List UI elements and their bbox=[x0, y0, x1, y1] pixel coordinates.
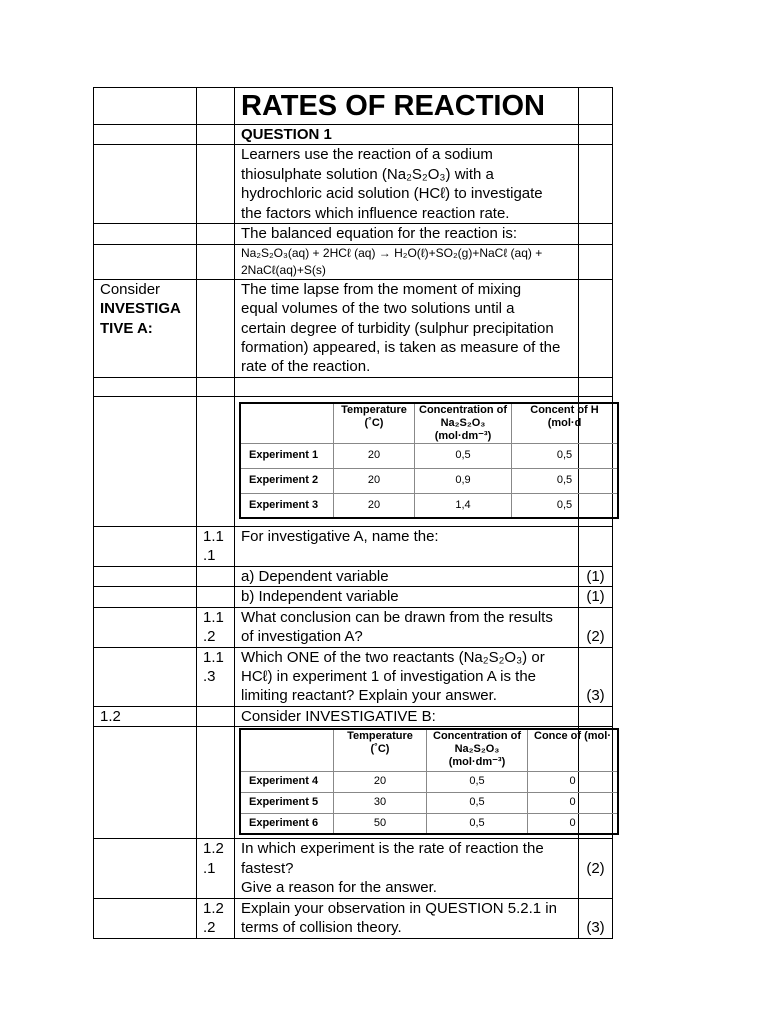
mark: (1) bbox=[579, 587, 613, 607]
question-text: For investigative A, name the: bbox=[235, 526, 579, 566]
table-b-header-concentration: Concentration of Na₂S₂O₃ (mol·dm⁻³) bbox=[427, 729, 528, 771]
worksheet-table bbox=[93, 87, 613, 939]
mark: (2) bbox=[579, 607, 613, 647]
question-number: 1.2 .2 bbox=[197, 898, 235, 938]
question-text: In which experiment is the rate of reaction the fastest? Give a reason for the answer. bbox=[235, 839, 579, 898]
question-number: 1.1 .1 bbox=[197, 526, 235, 566]
mark: (3) bbox=[579, 647, 613, 706]
question-number: 1.1 .3 bbox=[197, 647, 235, 706]
investigation-a-cell bbox=[235, 396, 599, 526]
table-row: Experiment 2 20 0,9 0,5 bbox=[240, 468, 618, 493]
table-b-header-hcl: Conce of (mol· bbox=[528, 729, 619, 771]
investigation-b-table bbox=[239, 728, 619, 835]
sub-question-a: a) Dependent variable bbox=[235, 566, 579, 586]
mark: (2) bbox=[579, 839, 613, 898]
investigation-b-cell bbox=[235, 727, 611, 839]
question-text: Explain your observation in QUESTION 5.2.1 in terms of collision theory. bbox=[235, 898, 579, 938]
question-number: 1.2 bbox=[94, 706, 197, 726]
table-a-header-concentration: Concentration of Na₂S₂O₃ (mol·dm⁻³) bbox=[415, 403, 512, 444]
table-row: Experiment 1 20 0,5 0,5 bbox=[240, 443, 618, 468]
question-text: What conclusion can be drawn from the results of investigation A? bbox=[235, 607, 579, 647]
table-row: Experiment 5 30 0,5 0 bbox=[240, 792, 618, 813]
intro-paragraph: Learners use the reaction of a sodium thiosulphate solution (Na₂S₂O₃) with a hydrochloric acid solution (HCℓ) to investigate the factors which influence reaction rate. bbox=[235, 145, 579, 224]
question-number: 1.1 .2 bbox=[197, 607, 235, 647]
mark: (3) bbox=[579, 898, 613, 938]
question-number: 1.2 .1 bbox=[197, 839, 235, 898]
table-b-header-temperature: Temperature (˚C) bbox=[334, 729, 427, 771]
time-lapse-paragraph: The time lapse from the moment of mixing equal volumes of the two solutions until a certain degree of turbidity (sulphur precipitation formation) appeared, is taken as measure of the rate of the reaction. bbox=[235, 279, 579, 377]
question-text: Consider INVESTIGATIVE B: bbox=[235, 706, 579, 726]
table-a-header-temperature: Temperature (˚C) bbox=[334, 403, 415, 444]
table-row: Experiment 6 50 0,5 0 bbox=[240, 813, 618, 834]
table-row: Experiment 4 20 0,5 0 bbox=[240, 771, 618, 792]
table-a-header-hcl: Concent of H (mol·d bbox=[512, 403, 619, 444]
title-text: RATES OF REACTION bbox=[241, 90, 545, 122]
question-heading: QUESTION 1 bbox=[235, 125, 579, 145]
sub-question-b: b) Independent variable bbox=[235, 587, 579, 607]
mark: (1) bbox=[579, 566, 613, 586]
consider-label: Consider INVESTIGA TIVE A: bbox=[94, 279, 197, 377]
page-title bbox=[235, 88, 579, 125]
question-text: Which ONE of the two reactants (Na₂S₂O₃) or HCℓ) in experiment 1 of investigation A is the limiting reactant? Explain your answer. bbox=[235, 647, 579, 706]
table-row: Experiment 3 20 1,4 0,5 bbox=[240, 493, 618, 518]
investigation-a-table bbox=[239, 402, 619, 520]
balanced-equation-label: The balanced equation for the reaction is: bbox=[235, 224, 579, 244]
chemical-equation: Na₂S₂O₃(aq) + 2HCℓ (aq) → H₂O(ℓ)+SO₂(g)+NaCℓ (aq) + 2NaCℓ(aq)+S(s) bbox=[235, 244, 579, 279]
